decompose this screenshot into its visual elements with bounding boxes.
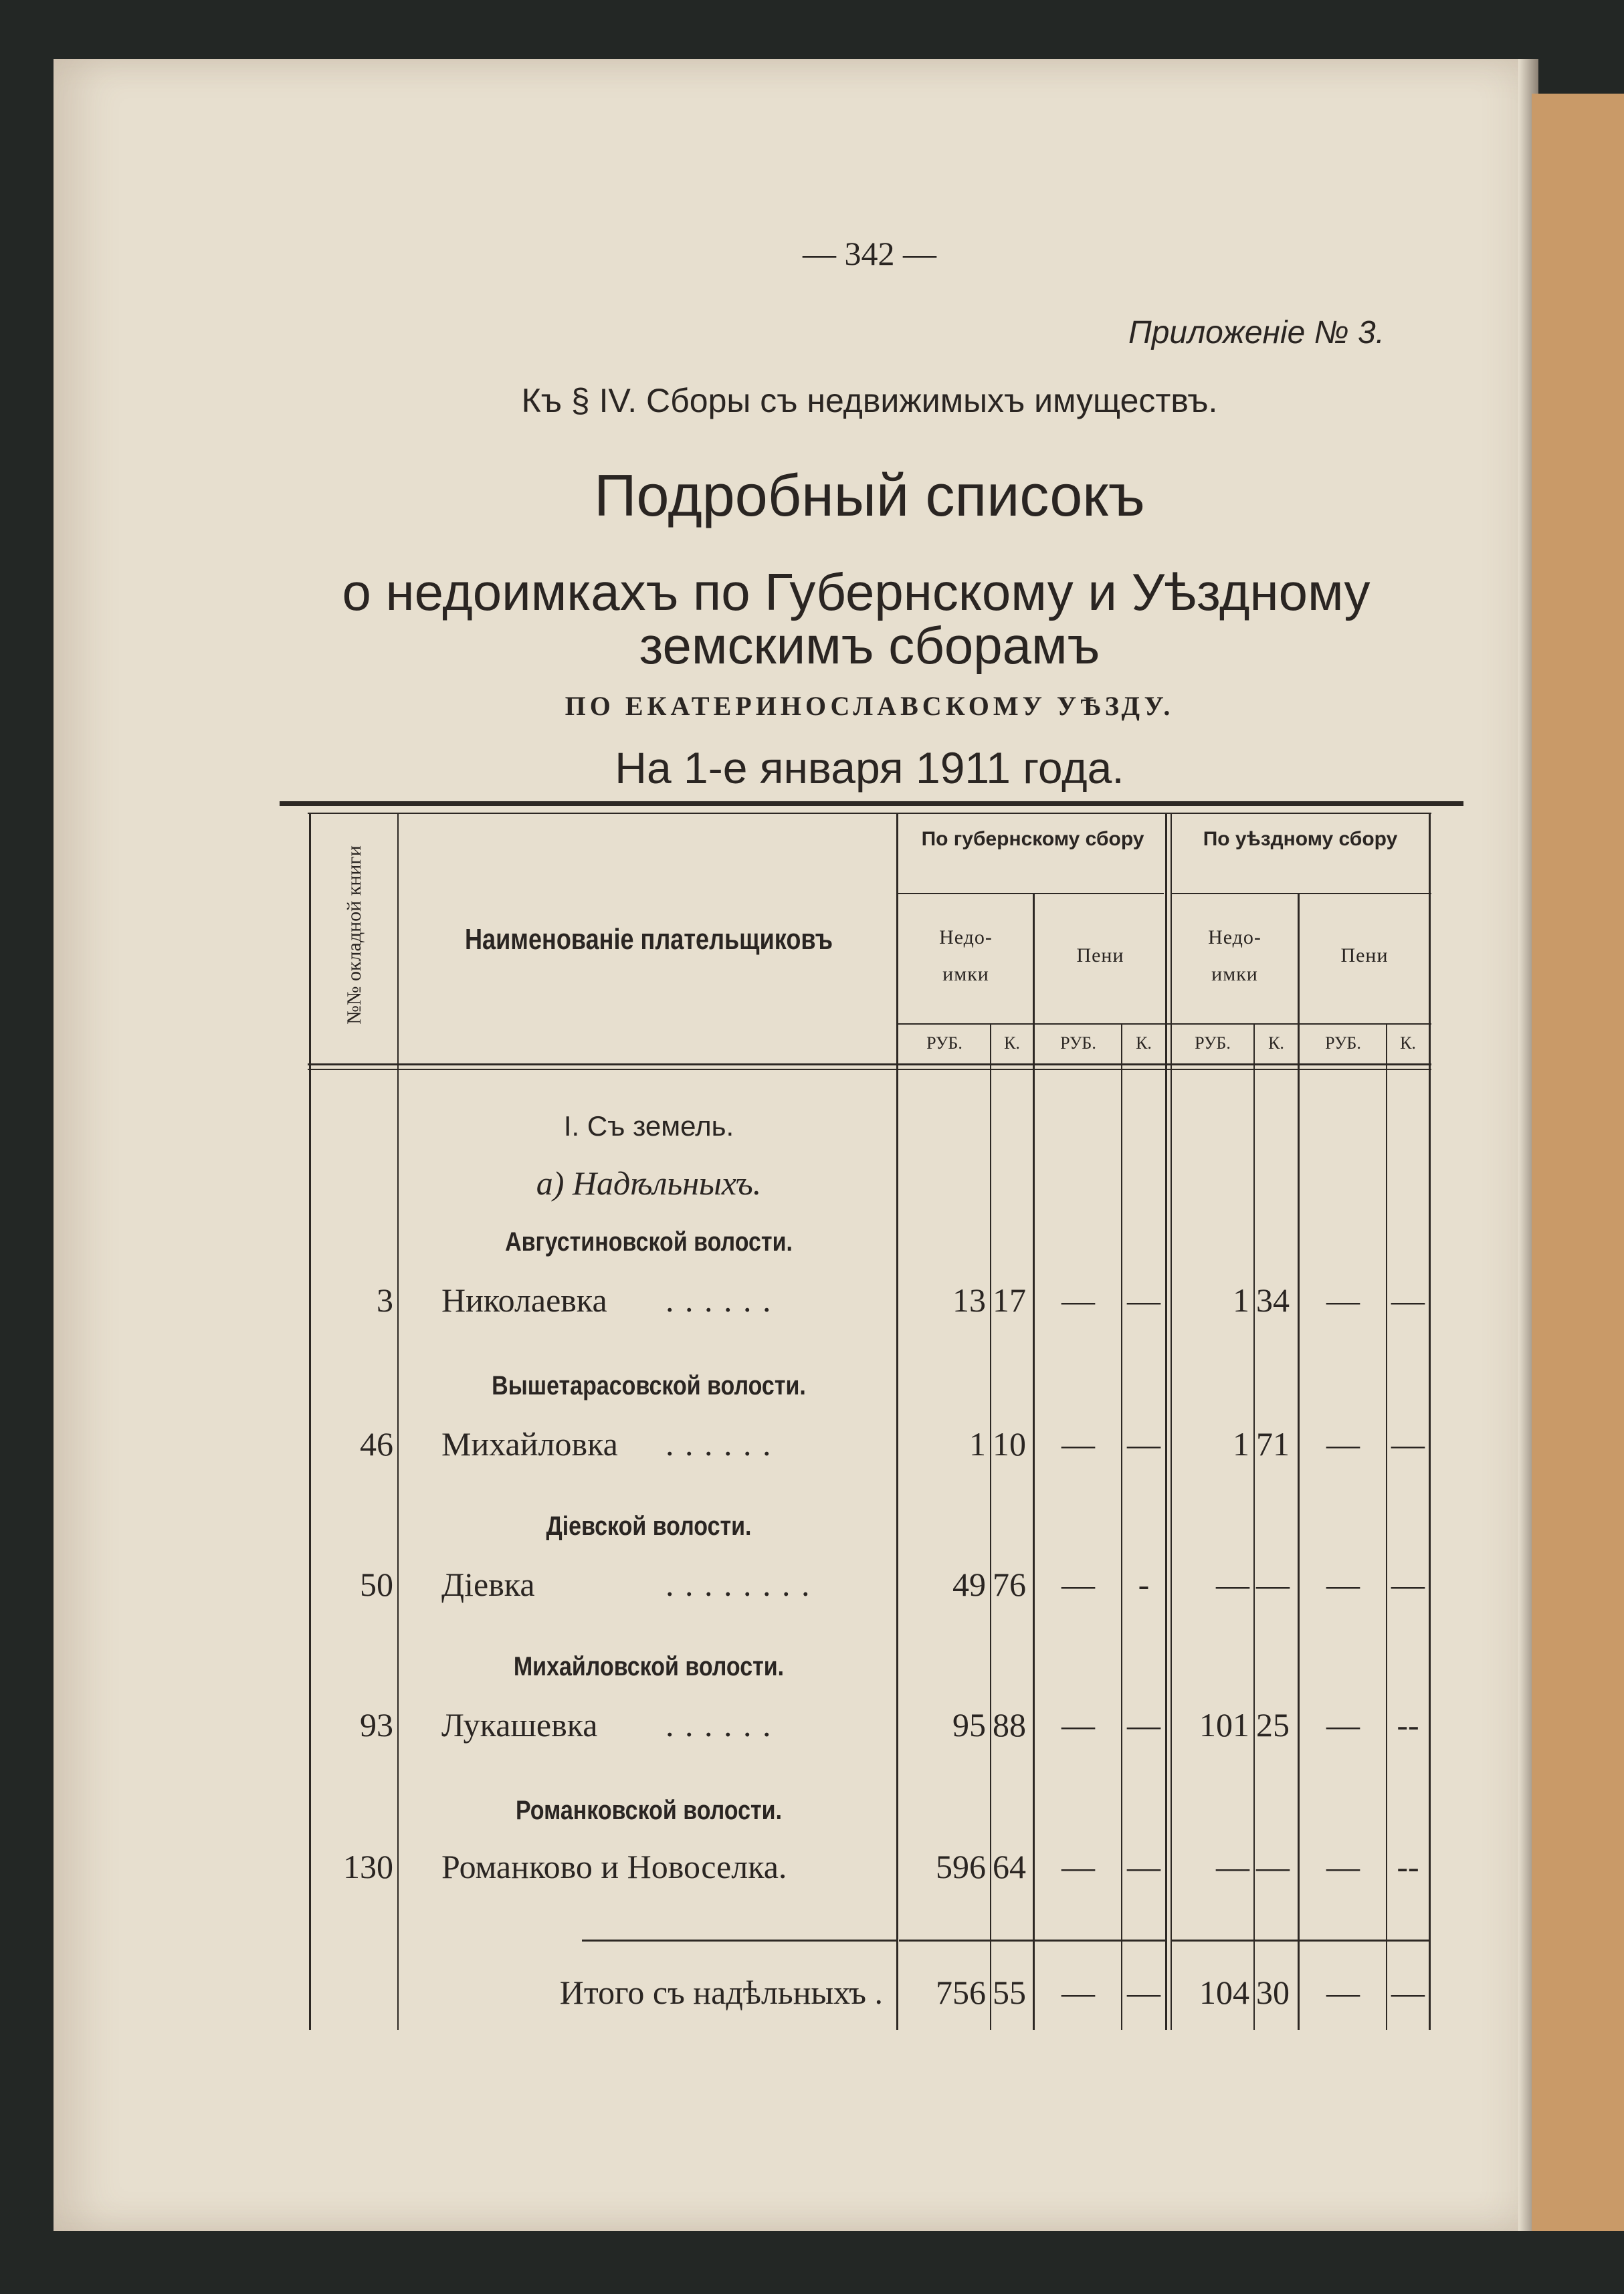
row-amount-gp-rub: — bbox=[1061, 1281, 1095, 1319]
row-amount-g-rub: 1 bbox=[969, 1425, 986, 1463]
total-up-rub: — bbox=[1326, 1974, 1360, 2011]
date-heading: На 1-е января 1911 года. bbox=[615, 743, 1124, 793]
row-book-number: 50 bbox=[360, 1566, 393, 1603]
row-amount-gp-rub: — bbox=[1061, 1848, 1095, 1885]
col-line-num bbox=[397, 813, 399, 2030]
row-amount-g-rub: 49 bbox=[952, 1566, 986, 1603]
g-peni: Пени bbox=[1076, 944, 1124, 966]
row-amount-up-kop: — bbox=[1391, 1425, 1425, 1463]
total-g-kop: 55 bbox=[993, 1974, 1026, 2011]
row-amount-g-rub: 13 bbox=[952, 1281, 986, 1319]
title-line-3: земскимъ сборамъ bbox=[639, 616, 1100, 675]
district-heading: ПО ЕКАТЕРИНОСЛАВСКОМУ УѢЗДУ. bbox=[565, 691, 1175, 721]
total-label: Итого съ надѣльныхъ . bbox=[559, 1974, 883, 2011]
row-amount-up-kop: -- bbox=[1397, 1706, 1419, 1744]
row-amount-u-kop: 25 bbox=[1256, 1706, 1290, 1744]
title-line-1: Подробный списокъ bbox=[594, 462, 1145, 528]
row-book-number: 46 bbox=[360, 1425, 393, 1463]
header-bottom-rule bbox=[308, 1063, 1431, 1065]
row-leader-dots: . . . . . . bbox=[666, 1425, 773, 1463]
title-line-2: о недоимкахъ по Губернскому и Уѣздному bbox=[342, 562, 1371, 621]
col-line-left bbox=[309, 813, 311, 2030]
total-rule-name bbox=[582, 1940, 896, 1942]
row-amount-u-rub: 1 bbox=[1233, 1281, 1249, 1319]
volost-heading: Романковской волости. bbox=[515, 1796, 783, 1825]
uezd-header: По уѣздному сбору bbox=[1203, 828, 1398, 850]
u-kop-unit: К. bbox=[1268, 1033, 1284, 1053]
row-amount-g-kop: 64 bbox=[993, 1848, 1026, 1885]
row-amount-gp-kop: — bbox=[1127, 1281, 1160, 1319]
row-amount-up-kop: — bbox=[1391, 1566, 1425, 1603]
volost-heading: Августиновской волости. bbox=[505, 1227, 793, 1257]
row-amount-g-kop: 17 bbox=[993, 1281, 1026, 1319]
row-amount-g-kop: 88 bbox=[993, 1706, 1026, 1744]
row-amount-up-rub: — bbox=[1326, 1425, 1360, 1463]
col-line-u-rub bbox=[1253, 1023, 1255, 2030]
row-amount-up-rub: — bbox=[1326, 1706, 1360, 1744]
total-rule-uezd bbox=[1172, 1940, 1429, 1942]
total-g-rub: 756 bbox=[936, 1974, 986, 2011]
row-amount-gp-rub: — bbox=[1061, 1566, 1095, 1603]
volost-heading: Вышетарасовской волости. bbox=[492, 1371, 806, 1400]
total-gp-kop: — bbox=[1127, 1974, 1160, 2011]
row-book-number: 130 bbox=[343, 1848, 393, 1885]
row-amount-u-kop: — bbox=[1256, 1566, 1290, 1603]
row-amount-up-rub: — bbox=[1326, 1848, 1360, 1885]
table-top-rule bbox=[280, 801, 1463, 806]
row-leader-dots: . . . . . . bbox=[666, 1281, 773, 1319]
page-number: — 342 — bbox=[803, 235, 936, 272]
row-payer-name: Діевка bbox=[441, 1566, 535, 1603]
col-line-g-rub bbox=[990, 1023, 991, 2030]
next-page-edge bbox=[1532, 94, 1624, 2231]
row-book-number: 3 bbox=[377, 1281, 393, 1319]
row-amount-up-rub: — bbox=[1326, 1281, 1360, 1319]
row-leader-dots: . . . . . . . . bbox=[666, 1566, 811, 1603]
gub-header-rule bbox=[896, 893, 1164, 894]
row-payer-name: Николаевка bbox=[441, 1281, 607, 1319]
volost-heading: Діевской волости. bbox=[546, 1511, 752, 1541]
subsection-title: а) Надѣльныхъ. bbox=[536, 1164, 762, 1202]
gp-rub-unit: РУБ. bbox=[1060, 1033, 1096, 1053]
col-line-u-nedo bbox=[1298, 893, 1300, 2030]
gp-kop-unit: К. bbox=[1136, 1033, 1152, 1053]
row-amount-u-kop: — bbox=[1256, 1848, 1290, 1885]
row-amount-g-rub: 596 bbox=[936, 1848, 986, 1885]
section-title: I. Съ земель. bbox=[563, 1110, 734, 1142]
col-line-name bbox=[896, 813, 898, 2030]
row-amount-gp-kop: — bbox=[1127, 1706, 1160, 1744]
row-amount-u-kop: 71 bbox=[1256, 1425, 1290, 1463]
row-amount-up-rub: — bbox=[1326, 1566, 1360, 1603]
total-rule-gub bbox=[899, 1940, 1166, 1942]
row-amount-g-rub: 95 bbox=[952, 1706, 986, 1744]
row-amount-gp-rub: — bbox=[1061, 1425, 1095, 1463]
table-top-rule-thin bbox=[308, 813, 1431, 814]
row-leader-dots: . . . . . . bbox=[666, 1706, 773, 1744]
row-payer-name: Михайловка bbox=[441, 1425, 618, 1463]
row-payer-name: Лукашевка bbox=[441, 1706, 598, 1744]
col-name-header: Наименованіе плательщиковъ bbox=[464, 923, 833, 956]
row-amount-gp-rub: — bbox=[1061, 1706, 1095, 1744]
g-kop-unit: К. bbox=[1004, 1033, 1020, 1053]
col-num-header: №№ окладной книги bbox=[343, 845, 365, 1025]
total-u-rub: 104 bbox=[1199, 1974, 1249, 2011]
volost-heading: Михайловской волости. bbox=[513, 1652, 785, 1681]
total-gp-rub: — bbox=[1061, 1974, 1095, 2011]
appendix-label: Приложеніе № 3. bbox=[1128, 315, 1385, 350]
row-amount-u-rub: 1 bbox=[1233, 1425, 1249, 1463]
g-nedo-line2: имки bbox=[942, 963, 989, 985]
g-rub-unit: РУБ. bbox=[926, 1033, 962, 1053]
units-rule-top bbox=[896, 1023, 1431, 1025]
u-nedo-line2: имки bbox=[1211, 963, 1258, 985]
up-kop-unit: К. bbox=[1400, 1033, 1416, 1053]
g-nedo-line1: Недо- bbox=[939, 926, 993, 948]
row-amount-g-kop: 10 bbox=[993, 1425, 1026, 1463]
u-nedo-line1: Недо- bbox=[1208, 926, 1261, 948]
u-rub-unit: РУБ. bbox=[1195, 1033, 1231, 1053]
row-amount-g-kop: 76 bbox=[993, 1566, 1026, 1603]
col-line-gub bbox=[1165, 813, 1167, 2030]
row-amount-up-kop: — bbox=[1391, 1281, 1425, 1319]
row-amount-u-rub: — bbox=[1216, 1848, 1249, 1885]
row-amount-gp-kop: — bbox=[1127, 1848, 1160, 1885]
row-payer-name: Романково и Новоселка. bbox=[441, 1848, 787, 1885]
up-rub-unit: РУБ. bbox=[1325, 1033, 1361, 1053]
row-amount-u-rub: — bbox=[1216, 1566, 1249, 1603]
row-book-number: 93 bbox=[360, 1706, 393, 1744]
header-bottom-rule-2 bbox=[308, 1069, 1431, 1070]
u-peni: Пени bbox=[1340, 944, 1389, 966]
row-amount-gp-kop: — bbox=[1127, 1425, 1160, 1463]
col-line-right bbox=[1429, 813, 1431, 2030]
uezd-header-rule bbox=[1171, 893, 1431, 894]
section-heading: Къ § IV. Сборы съ недвижимыхъ имуществъ. bbox=[521, 382, 1218, 419]
total-u-kop: 30 bbox=[1256, 1974, 1290, 2011]
gub-header: По губернскому сбору bbox=[921, 828, 1144, 850]
row-amount-u-kop: 34 bbox=[1256, 1281, 1290, 1319]
row-amount-up-kop: -- bbox=[1397, 1848, 1419, 1885]
total-up-kop: — bbox=[1391, 1974, 1425, 2011]
row-amount-u-rub: 101 bbox=[1199, 1706, 1249, 1744]
col-line-g-nedo bbox=[1033, 893, 1035, 2030]
row-amount-gp-kop: - bbox=[1138, 1566, 1150, 1603]
